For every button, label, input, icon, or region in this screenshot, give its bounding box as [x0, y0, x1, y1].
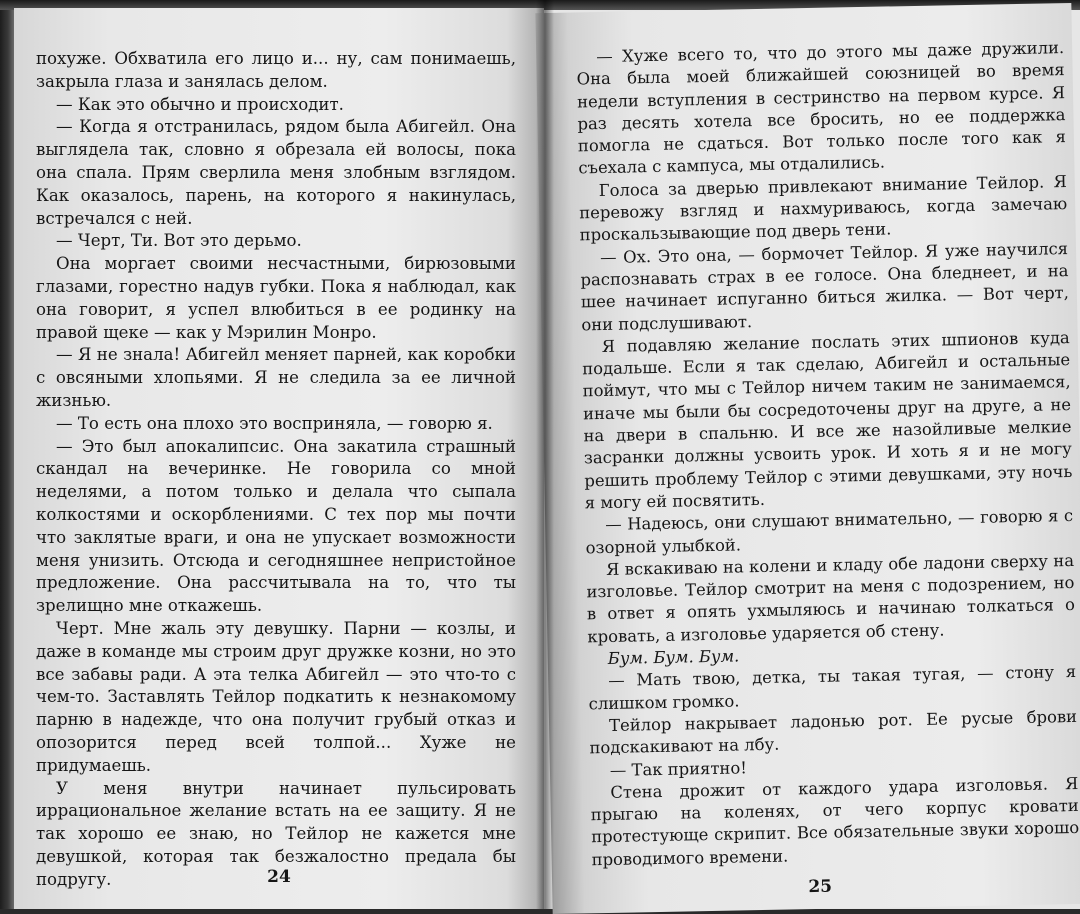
paragraph: — Надеюсь, они слушают внимательно, — говорю я с озорной улыбкой.	[585, 506, 1074, 557]
paragraph: — Я не знала! Абигейл меняет парней, как коробки с овсяными хлопьями. Я не следила за ее личной жизнью.	[36, 345, 516, 410]
page-number: 24	[267, 867, 291, 887]
paragraph: Я подавляю желание послать этих шпионов куда подальше. Если я так сделаю, Абигейл и остальные поймут, что мы с Тейлор ничем таким не занимаемся, иначе мы были бы сосредоточены друг на друге, а не на двери в спальню. И все же назойливые мелкие засранки должны усвоить урок. И хоть я и не могу решить проблему Тейлор с этими девушками, эту ночь я могу ей посвятить.	[582, 327, 1073, 513]
paragraph: Бум. Бум. Бум.	[607, 646, 740, 668]
page-number: 25	[808, 876, 833, 898]
left-page-text	[36, 48, 516, 891]
paragraph: Черт. Мне жаль эту девушку. Парни — козлы, и даже в команде мы строим друг дружке козни, но это все забавы ради. А эта телка Абигейл — это что-то с чем-то. Заставлять Тейлор подкатить к незнакомому парню в надежде, что она получит грубый отказ и опозорится перед всей толпой... Хуже не придумаешь.	[36, 618, 516, 775]
right-page-text	[576, 37, 1080, 871]
book-gutter	[536, 0, 554, 909]
paragraph: Голоса за дверью привлекают внимание Тейлор. Я перевожу взгляд и нахмуриваюсь, когда замечаю проскальзывающие под дверь тени.	[579, 171, 1068, 245]
paragraph: Она моргает своими несчастными, бирюзовыми глазами, горестно надув губки. Пока я наблюдал, как она говорит, я успел влюбиться в ее родинку на правой щеке — как у Мэрилин Монро.	[36, 254, 516, 342]
paragraph: У меня внутри начинает пульсировать иррациональное желание встать на ее защиту. Я не так хорошо ее знаю, но Тейлор не кажется мне девушкой, которая так безжалостно предала бы подругу.	[36, 778, 516, 889]
paragraph: — Мать твою, детка, ты такая тугая, — стону я слишком громко.	[588, 662, 1077, 713]
paragraph: — Черт, Ти. Вот это дерьмо.	[56, 231, 302, 251]
paragraph: — Это был апокалипсис. Она закатила страшный скандал на вечеринке. Не говорила со мной неделями, а потом только и делала что сыпала колкостями и оскорблениями. С тех пор мы почти что заклятые враги, и она не упускает возможности меня унизить. Отсюда и сегодняшнее непристойное предложение. Она рассчитывала на то, что ты зрелищно мне откажешь.	[36, 436, 516, 616]
left-page	[14, 8, 544, 909]
paragraph: Тейлор накрывает ладонью рот. Ее русые брови подскакивают на лбу.	[589, 706, 1078, 758]
paragraph: — То есть она плохо это восприняла, — говорю я.	[56, 413, 493, 433]
paragraph: похуже. Обхватила его лицо и... ну, сам понимаешь, закрыла глаза и занялась делом.	[36, 49, 516, 91]
paragraph: Стена дрожит от каждого удара изголовья. Я прыгаю на коленях, от чего корпус кровати протестующе скрипит. Все обязательные звуки хорошо проводимого времени.	[590, 773, 1080, 869]
paragraph: — Когда я отстранилась, рядом была Абигейл. Она выглядела так, словно я обрезала ей волосы, пока она спала. Прям сверлила меня злобным взглядом. Как оказалось, парень, на которого я накинулась, встречался с ней.	[36, 117, 516, 228]
paragraph: — Ох. Это она, — бормочет Тейлор. Я уже научился распознавать страх в ее голосе. Она бледнеет, и на шее начинает испуганно биться жилка. — Вот черт, они подслушивают.	[580, 238, 1070, 334]
paragraph: — Как это обычно и происходит.	[56, 94, 344, 114]
paragraph: — Хуже всего то, что до этого мы даже дружили. Она была моей ближайшей союзницей во время недели вступления в сестринство на первом курсе. Я раз десять хотела все бросить, но ее поддержка помогла не сдаться. Вот только после того как я съехала с кампуса, мы отдалились.	[576, 38, 1067, 178]
paragraph: — Так приятно!	[609, 757, 747, 780]
paragraph: Я вскакиваю на колени и кладу обе ладони сверху на изголовье. Тейлор смотрит на меня с подозрением, но в ответ я опять ухмыляюсь и начинаю толкаться о кровать, а изголовье ударяется об стену.	[586, 550, 1076, 647]
right-page	[535, 3, 1080, 914]
